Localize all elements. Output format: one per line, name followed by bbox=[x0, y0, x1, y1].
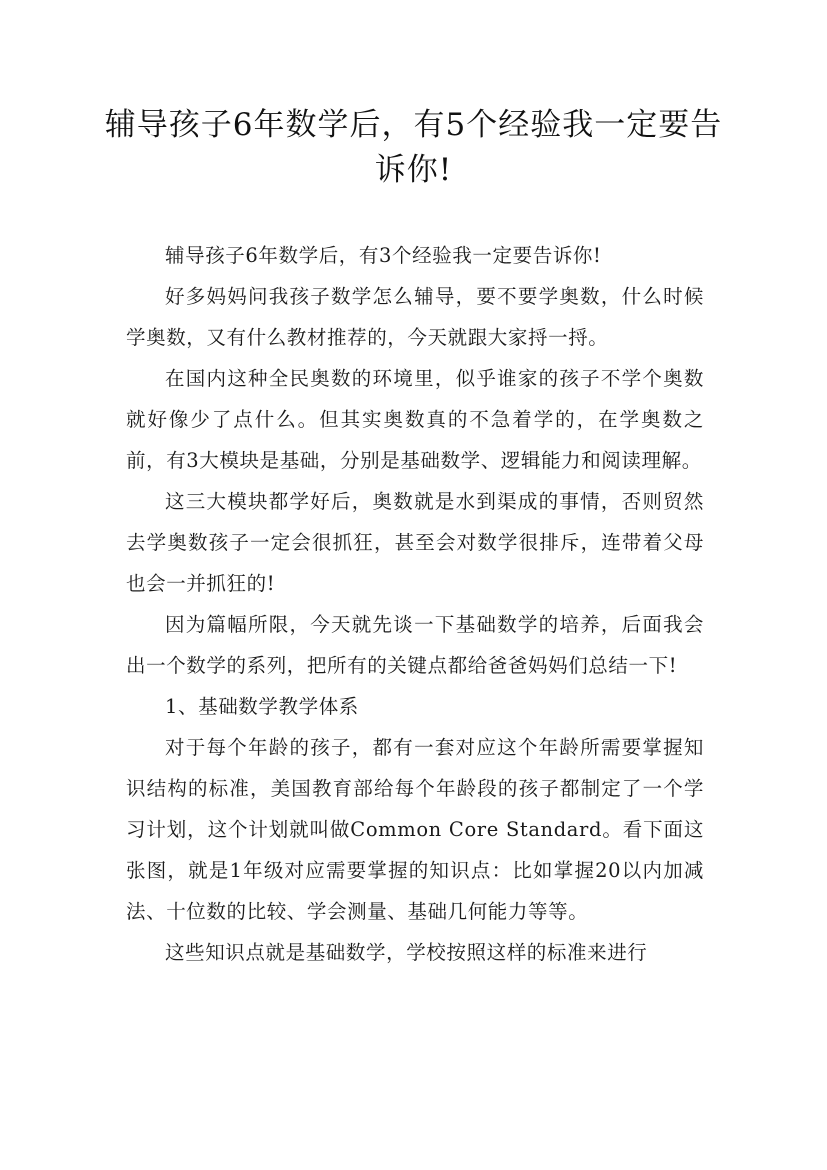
paragraph: 这些知识点就是基础数学，学校按照这样的标准来进行 bbox=[165, 941, 648, 964]
paragraph: 在国内这种全民奥数的环境里，似乎谁家的孩子不学个奥数就好像少了点什么。但其实奥数真的不急着学的，在学奥数之前，有3大模块是基础，分别是基础数学、逻辑能力和阅读理解。 bbox=[126, 367, 704, 472]
paragraph: 对于每个年龄的孩子，都有一套对应这个年龄所需要掌握知识结构的标准，美国教育部给每个年龄段的孩子都制定了一个学习计划，这个计划就叫做Common Core Standard。看下面这张图，就是1年级对应需要掌握的知识点：比如掌握20以内加减法、十位数的比较、学会测量、基础几何能力等等。 bbox=[126, 736, 704, 923]
document-body bbox=[126, 235, 704, 973]
paragraph: 好多妈妈问我孩子数学怎么辅导，要不要学奥数，什么时候学奥数，又有什么教材推荐的，今天就跟大家捋一捋。 bbox=[126, 285, 704, 349]
paragraph: 这三大模块都学好后，奥数就是水到渠成的事情，否则贸然去学奥数孩子一定会很抓狂，甚至会对数学很排斥，连带着父母也会一并抓狂的! bbox=[126, 490, 704, 595]
paragraph: 因为篇幅所限，今天就先谈一下基础数学的培养，后面我会出一个数学的系列，把所有的关键点都给爸爸妈妈们总结一下! bbox=[126, 613, 704, 677]
paragraph: 辅导孩子6年数学后，有3个经验我一定要告诉你! bbox=[165, 244, 602, 267]
section-heading: 1、基础数学教学体系 bbox=[165, 695, 359, 718]
document-title: 辅导孩子6年数学后，有5个经验我一定要告诉你! bbox=[104, 107, 723, 188]
